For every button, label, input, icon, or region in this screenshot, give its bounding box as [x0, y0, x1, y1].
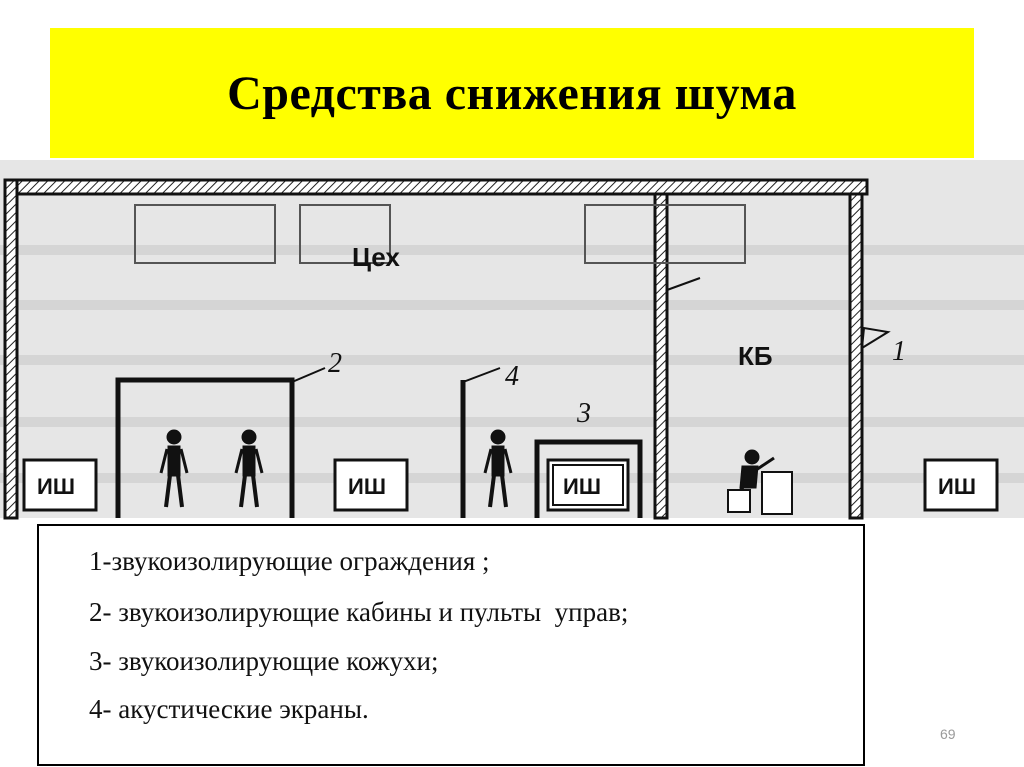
noise-source-label: ИШ: [348, 474, 386, 499]
legend-panel: [37, 524, 865, 766]
marker-2: 2: [328, 348, 342, 379]
page-number: 69: [940, 726, 956, 742]
noise-source-4: [925, 460, 997, 510]
marker-4: 4: [505, 361, 519, 392]
right-wall: [850, 194, 862, 518]
noise-source-label: ИШ: [938, 474, 976, 499]
workshop-label: Цех: [352, 242, 400, 272]
noise-source-2: [335, 460, 407, 510]
noise-source-1: [24, 460, 96, 510]
cabin-label: КБ: [738, 341, 773, 371]
noise-source-3: [548, 460, 628, 510]
marker-1: 1: [892, 336, 906, 367]
legend-item-1: 1-звукоизолирующие ограждения ;: [89, 546, 490, 576]
legend-item-2: 2- звукоизолирующие кабины и пульты управ;: [89, 597, 629, 627]
noise-reduction-diagram: [0, 160, 1024, 520]
legend-item-4: 4- акустические экраны.: [89, 694, 369, 724]
slide-title: Средства снижения шума: [227, 66, 797, 120]
diagram-background: [0, 160, 1024, 518]
marker-3: 3: [577, 398, 591, 429]
noise-source-label: ИШ: [37, 474, 75, 499]
legend-item-3: 3- звукоизолирующие кожухи;: [89, 646, 439, 676]
title-banner: [50, 28, 974, 158]
left-wall: [5, 180, 17, 518]
ceiling: [5, 180, 867, 194]
noise-source-label: ИШ: [563, 474, 601, 499]
partition-wall: [655, 194, 667, 518]
